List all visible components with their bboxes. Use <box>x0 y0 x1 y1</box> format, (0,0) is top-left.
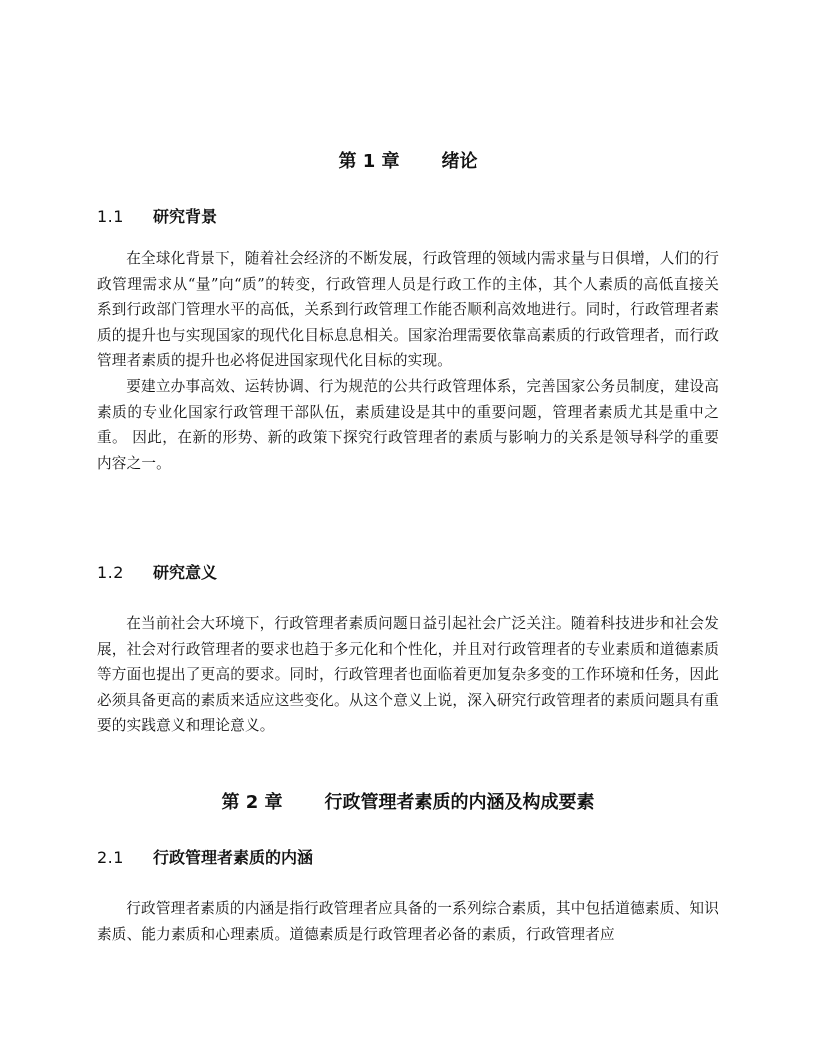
section-1-1-paragraph-1: 在全球化背景下，随着社会经济的不断发展，行政管理的领域内需求量与日俱增，人们的行政管理需求从“量”向“质”的转变，行政管理人员是行政工作的主体，其个人素质的高低直接关系到行政部门管理水平的高低，关系到行政管理工作能否顺利高效地进行。同时，行政管理者素质的提升也与实现国家的现代化目标息息相关。国家治理需要依靠高素质的行政管理者，而行政管理者素质的提升也必将促进国家现代化目标的实现。 <box>97 250 719 370</box>
section-2-1-heading <box>97 847 313 869</box>
section-2-1-paragraph-1: 行政管理者素质的内涵是指行政管理者应具备的一系列综合素质，其中包括道德素质、知识素质、能力素质和心理素质。道德素质是行政管理者必备的素质，行政管理者应 <box>97 900 719 943</box>
section-1-1-heading <box>97 206 217 228</box>
section-2-1-number: 2.1 <box>97 848 124 867</box>
section-1-2-heading <box>97 562 217 584</box>
chapter-1-title: 绪论 <box>441 151 478 172</box>
section-1-1-number: 1.1 <box>97 207 124 226</box>
chapter-2-title: 行政管理者素质的内涵及构成要素 <box>324 792 595 813</box>
chapter-2-number: 第 2 章 <box>221 792 283 813</box>
section-1-2-title: 研究意义 <box>153 563 218 582</box>
section-1-1-title: 研究背景 <box>153 207 218 226</box>
chapter-2-heading <box>97 791 719 815</box>
section-1-2-paragraph-1: 在当前社会大环境下，行政管理者素质问题日益引起社会广泛关注。随着科技进步和社会发展，社会对行政管理者的要求也趋于多元化和个性化，并且对行政管理者的专业素质和道德素质等方面也提出了更高的要求。同时，行政管理者也面临着更加复杂多变的工作环境和任务，因此必须具备更高的素质来适应这些变化。从这个意义上说，深入研究行政管理者的素质问题具有重要的实践意义和理论意义。 <box>97 615 719 735</box>
section-2-1-title: 行政管理者素质的内涵 <box>153 848 314 867</box>
chapter-1-heading <box>97 150 719 174</box>
section-1-2-number: 1.2 <box>97 563 124 582</box>
section-1-1-paragraph-2: 要建立办事高效、运转协调、行为规范的公共行政管理体系，完善国家公务员制度，建设高素质的专业化国家行政管理干部队伍，素质建设是其中的重要问题，管理者素质尤其是重中之重。 因此，在新的形势、新的政策下探究行政管理者的素质与影响力的关系是领导科学的重要内容之一。 <box>97 378 719 472</box>
chapter-1-number: 第 1 章 <box>338 151 400 172</box>
